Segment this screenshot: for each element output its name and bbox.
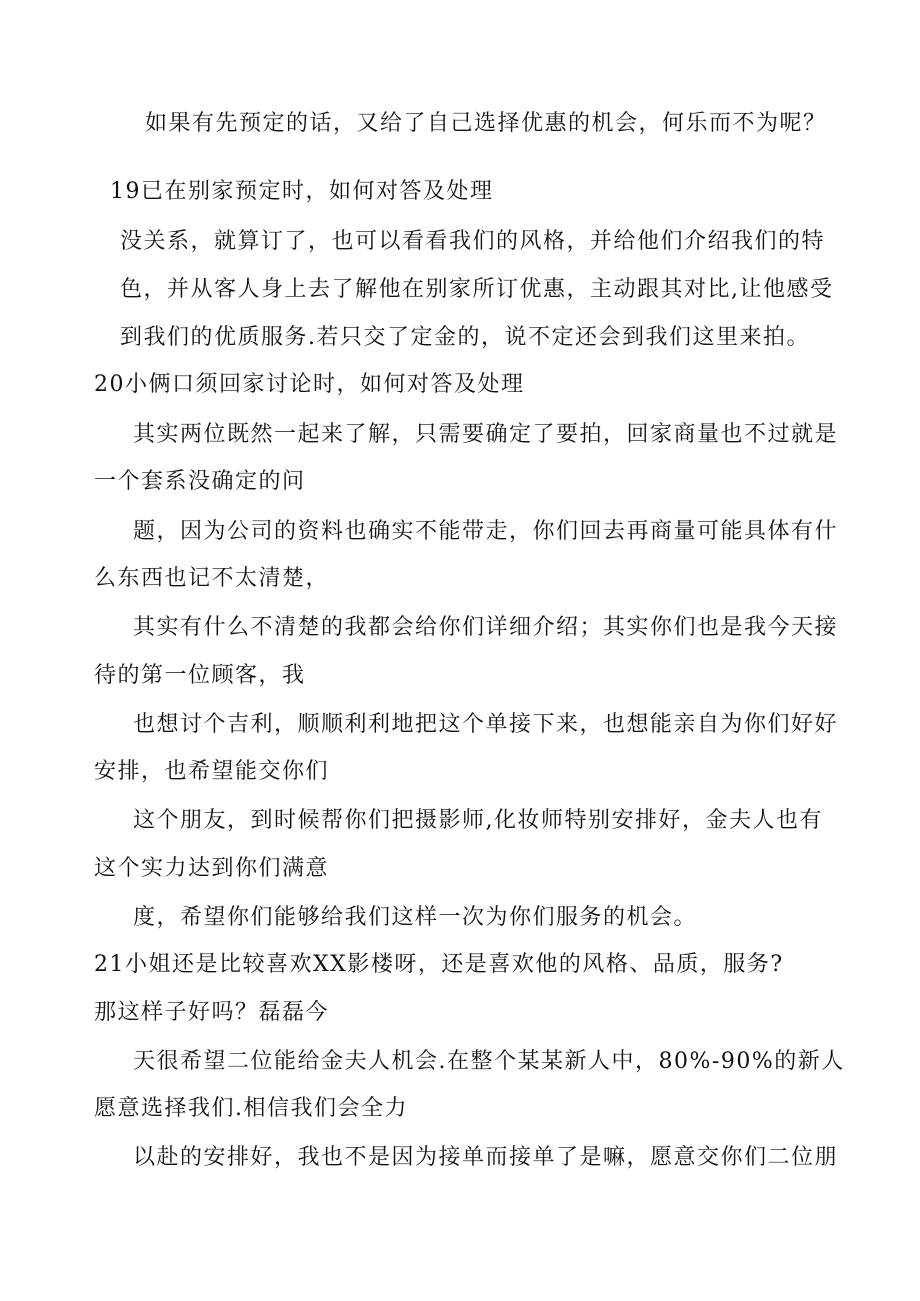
paragraph-line: 一个套系没确定的问 <box>94 469 306 494</box>
paragraph-line: 这个实力达到你们满意 <box>94 856 330 881</box>
paragraph-line: 色，并从客人身上去了解他在别家所订优惠，主动跟其对比,让他感受 <box>120 277 834 302</box>
paragraph-line: 度，希望你们能够给我们这样一次为你们服务的机会。 <box>133 905 698 930</box>
paragraph-line: 如果有先预定的话，又给了自己选择优惠的机会，何乐而不为呢？ <box>145 111 827 136</box>
paragraph-line: 那这样子好吗？磊磊今 <box>94 1000 330 1025</box>
paragraph-line: 没关系，就算订了，也可以看看我们的风格，并给他们介绍我们的特 <box>120 229 826 254</box>
section-heading-21: 21小姐还是比较喜欢XX影楼呀，还是喜欢他的风格、品质，服务? <box>94 952 784 977</box>
paragraph-line: 其实有什么不清楚的我都会给你们详细介绍；其实你们也是我今天接 <box>133 615 839 640</box>
paragraph-line: 这个朋友，到时候帮你们把摄影师,化妆师特别安排好，金夫人也有 <box>133 808 823 833</box>
paragraph-line: 也想讨个吉利，顺顺利利地把这个单接下来，也想能亲自为你们好好 <box>133 712 839 737</box>
section-heading-20: 20小俩口须回家讨论时，如何对答及处理 <box>94 372 525 397</box>
paragraph-line: 安排，也希望能交你们 <box>94 759 330 784</box>
paragraph-line: 么东西也记不太清楚， <box>94 566 330 591</box>
section-heading-19: 19已在别家预定时，如何对答及处理 <box>110 179 494 204</box>
paragraph-line: 到我们的优质服务.若只交了定金的，说不定还会到我们这里来拍。 <box>120 325 810 350</box>
paragraph-line: 题，因为公司的资料也确实不能带走，你们回去再商量可能具体有什 <box>133 519 839 544</box>
paragraph-line: 愿意选择我们.相信我们会全力 <box>94 1096 408 1121</box>
paragraph-line: 待的第一位顾客，我 <box>94 663 306 688</box>
paragraph-line: 其实两位既然一起来了解，只需要确定了要拍，回家商量也不过就是 <box>133 422 839 447</box>
paragraph-line: 以赴的安排好，我也不是因为接单而接单了是嘛，愿意交你们二位朋 <box>133 1145 839 1170</box>
paragraph-line: 天很希望二位能给金夫人机会.在整个某某新人中，80%-90%的新人 <box>133 1049 845 1074</box>
